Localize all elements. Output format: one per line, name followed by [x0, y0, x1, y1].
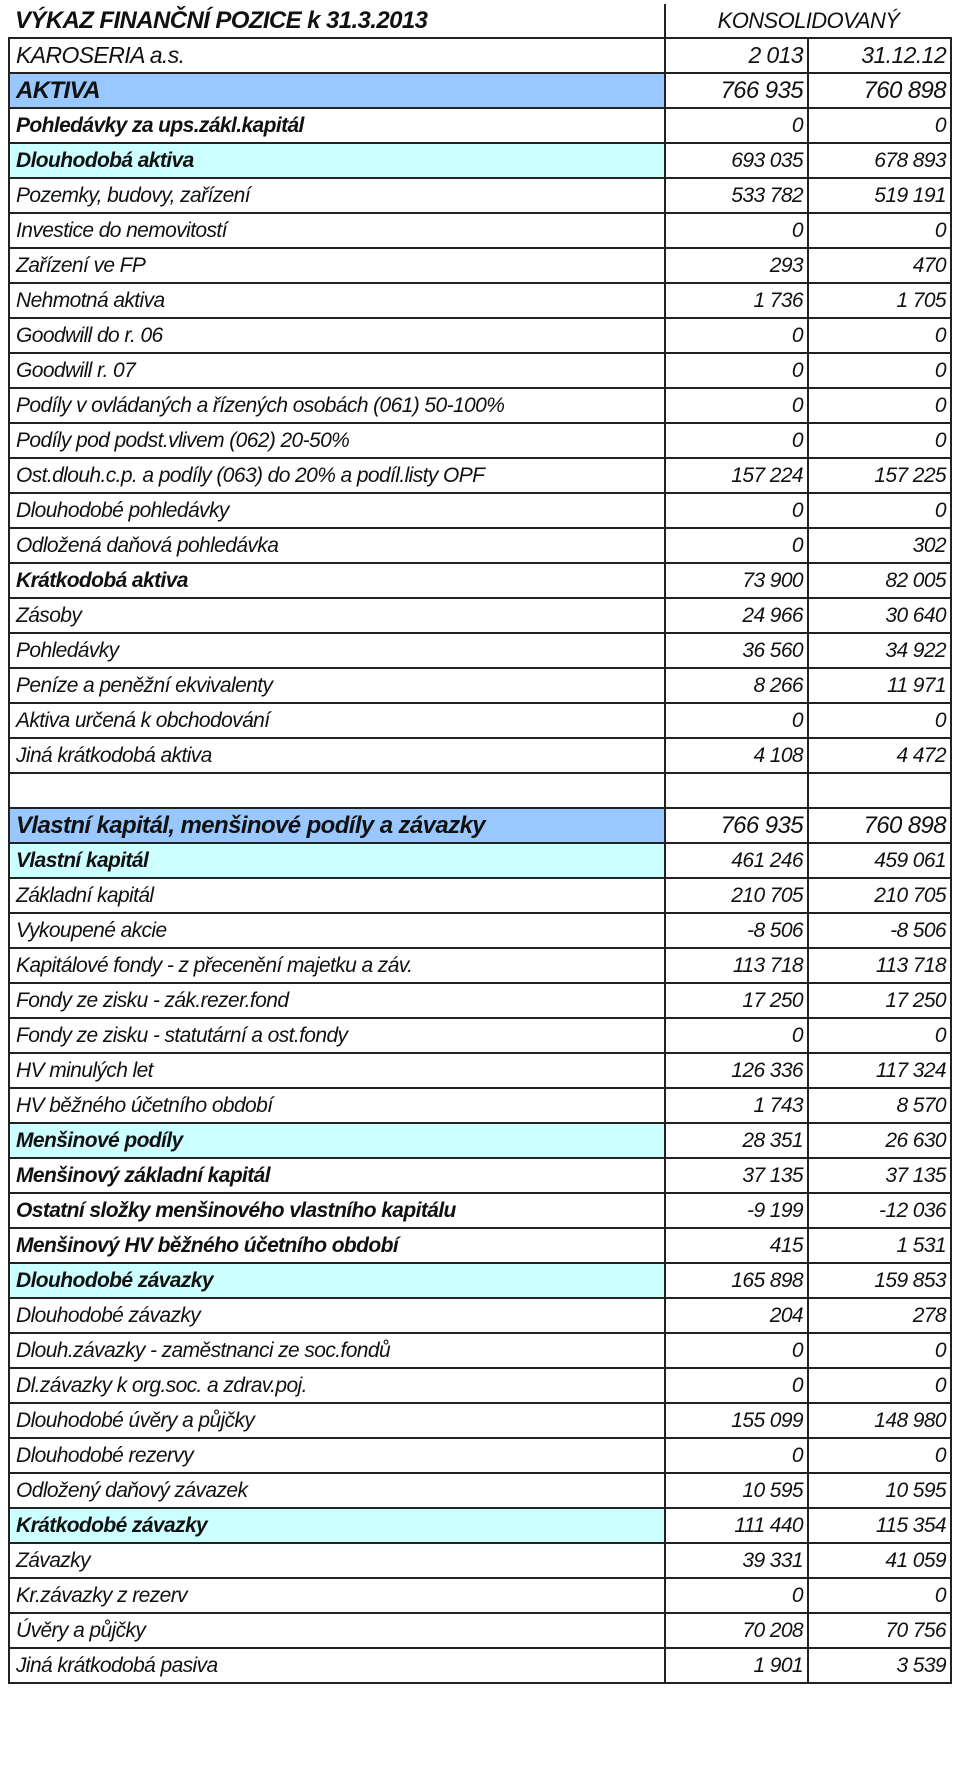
- value-prior: 10 595: [808, 1473, 951, 1508]
- value-current: 210 705: [665, 878, 808, 913]
- row-label: Odložená daňová pohledávka: [9, 528, 665, 563]
- value-current: -8 506: [665, 913, 808, 948]
- value-prior: 82 005: [808, 563, 951, 598]
- table-row: [9, 178, 951, 213]
- value-prior: -12 036: [808, 1193, 951, 1228]
- value-prior: 519 191: [808, 178, 951, 213]
- row-label: Ostatní složky menšinového vlastního kapitálu: [9, 1193, 665, 1228]
- table-row: [9, 248, 951, 283]
- table-row: [9, 353, 951, 388]
- row-label: Aktiva určená k obchodování: [9, 703, 665, 738]
- table-row: [9, 1158, 951, 1193]
- value-current: 157 224: [665, 458, 808, 493]
- row-label: Jiná krátkodobá aktiva: [9, 738, 665, 773]
- table-row: [9, 1298, 951, 1333]
- row-label: Pohledávky: [9, 633, 665, 668]
- value-current: 70 208: [665, 1613, 808, 1648]
- value-prior: 3 539: [808, 1648, 951, 1683]
- row-label: Goodwill r. 07: [9, 353, 665, 388]
- value-prior: 0: [808, 1018, 951, 1053]
- value-current: 0: [665, 318, 808, 353]
- value-prior: 30 640: [808, 598, 951, 633]
- company-row: [9, 38, 951, 73]
- table-row: [9, 878, 951, 913]
- value-prior: 159 853: [808, 1263, 951, 1298]
- row-label: Podíly v ovládaných a řízených osobách (061) 50-100%: [9, 388, 665, 423]
- value-prior: 8 570: [808, 1088, 951, 1123]
- table-row: [9, 283, 951, 318]
- table-row: [9, 843, 951, 878]
- value-current: 766 935: [665, 73, 808, 108]
- value-current: 17 250: [665, 983, 808, 1018]
- financial-position-statement: [8, 4, 950, 1684]
- table-row: [9, 1333, 951, 1368]
- value-prior: 17 250: [808, 983, 951, 1018]
- table-row: [9, 808, 951, 843]
- table-row: [9, 983, 951, 1018]
- title-row: [9, 4, 951, 38]
- value-prior: 70 756: [808, 1613, 951, 1648]
- value-prior: 0: [808, 318, 951, 353]
- row-label: Fondy ze zisku - zák.rezer.fond: [9, 983, 665, 1018]
- value-current: 36 560: [665, 633, 808, 668]
- row-label: Podíly pod podst.vlivem (062) 20-50%: [9, 423, 665, 458]
- value-prior: 278: [808, 1298, 951, 1333]
- value-prior: 4 472: [808, 738, 951, 773]
- table-row: [9, 1508, 951, 1543]
- table-row: [9, 563, 951, 598]
- value-prior: 760 898: [808, 73, 951, 108]
- row-label: [9, 773, 665, 808]
- row-label: Pozemky, budovy, zařízení: [9, 178, 665, 213]
- table-row: [9, 598, 951, 633]
- value-prior: 157 225: [808, 458, 951, 493]
- row-label: Úvěry a půjčky: [9, 1613, 665, 1648]
- row-label: Dlouhodobá aktiva: [9, 143, 665, 178]
- value-prior: 0: [808, 353, 951, 388]
- row-label: Dlouh.závazky - zaměstnanci ze soc.fondů: [9, 1333, 665, 1368]
- row-label: Krátkodobá aktiva: [9, 563, 665, 598]
- value-prior: 470: [808, 248, 951, 283]
- table-row: [9, 913, 951, 948]
- value-current: 39 331: [665, 1543, 808, 1578]
- value-current: 4 108: [665, 738, 808, 773]
- row-label: HV minulých let: [9, 1053, 665, 1088]
- table-row: [9, 1123, 951, 1158]
- column-header-prior: 31.12.12: [808, 38, 951, 73]
- value-current: 113 718: [665, 948, 808, 983]
- table-row: [9, 1088, 951, 1123]
- value-current: 37 135: [665, 1158, 808, 1193]
- row-label: Zařízení ve FP: [9, 248, 665, 283]
- value-prior: 678 893: [808, 143, 951, 178]
- table-row: [9, 1018, 951, 1053]
- value-prior: 302: [808, 528, 951, 563]
- table-row: [9, 73, 951, 108]
- value-current: 0: [665, 1368, 808, 1403]
- row-label: Dlouhodobé rezervy: [9, 1438, 665, 1473]
- table-row: [9, 738, 951, 773]
- table-row: [9, 143, 951, 178]
- table-row: [9, 1368, 951, 1403]
- row-label: Dlouhodobé závazky: [9, 1263, 665, 1298]
- value-current: 28 351: [665, 1123, 808, 1158]
- value-prior: 0: [808, 108, 951, 143]
- value-prior: 459 061: [808, 843, 951, 878]
- row-label: Základní kapitál: [9, 878, 665, 913]
- value-current: 0: [665, 108, 808, 143]
- value-prior: 148 980: [808, 1403, 951, 1438]
- value-current: 0: [665, 353, 808, 388]
- row-label: Goodwill do r. 06: [9, 318, 665, 353]
- value-prior: -8 506: [808, 913, 951, 948]
- row-label: HV běžného účetního období: [9, 1088, 665, 1123]
- value-current: 8 266: [665, 668, 808, 703]
- value-current: 1 743: [665, 1088, 808, 1123]
- table-row: [9, 388, 951, 423]
- value-current: 1 736: [665, 283, 808, 318]
- value-prior: 760 898: [808, 808, 951, 843]
- table-row: [9, 1263, 951, 1298]
- table-row: [9, 1648, 951, 1683]
- value-prior: 0: [808, 388, 951, 423]
- value-current: 0: [665, 388, 808, 423]
- row-label: Investice do nemovitostí: [9, 213, 665, 248]
- value-current: 533 782: [665, 178, 808, 213]
- row-label: Pohledávky za ups.zákl.kapitál: [9, 108, 665, 143]
- value-prior: 41 059: [808, 1543, 951, 1578]
- value-current: 0: [665, 703, 808, 738]
- value-prior: 0: [808, 1438, 951, 1473]
- value-current: 204: [665, 1298, 808, 1333]
- spacer-row: [9, 773, 951, 808]
- value-current: 0: [665, 1438, 808, 1473]
- table-row: [9, 633, 951, 668]
- table-row: [9, 493, 951, 528]
- column-header-current: 2 013: [665, 38, 808, 73]
- row-label: Jiná krátkodobá pasiva: [9, 1648, 665, 1683]
- table-row: [9, 703, 951, 738]
- value-prior: 210 705: [808, 878, 951, 913]
- row-label: Menšinový základní kapitál: [9, 1158, 665, 1193]
- table-row: [9, 423, 951, 458]
- row-label: Kr.závazky z rezerv: [9, 1578, 665, 1613]
- row-label: Kapitálové fondy - z přecenění majetku a záv.: [9, 948, 665, 983]
- value-prior: 0: [808, 1578, 951, 1613]
- table-row: [9, 668, 951, 703]
- row-label: Peníze a peněžní ekvivalenty: [9, 668, 665, 703]
- row-label: Menšinový HV běžného účetního období: [9, 1228, 665, 1263]
- value-prior: 0: [808, 423, 951, 458]
- value-current: 155 099: [665, 1403, 808, 1438]
- value-current: 0: [665, 1578, 808, 1613]
- value-current: 111 440: [665, 1508, 808, 1543]
- value-prior: 0: [808, 703, 951, 738]
- value-current: 0: [665, 1018, 808, 1053]
- row-label: Vykoupené akcie: [9, 913, 665, 948]
- table-row: [9, 1543, 951, 1578]
- row-label: Dlouhodobé pohledávky: [9, 493, 665, 528]
- value-prior: 1 531: [808, 1228, 951, 1263]
- table-row: [9, 1613, 951, 1648]
- table-row: [9, 1403, 951, 1438]
- table-row: [9, 108, 951, 143]
- value-current: 0: [665, 1333, 808, 1368]
- value-prior: 0: [808, 1333, 951, 1368]
- value-current: -9 199: [665, 1193, 808, 1228]
- table-row: [9, 318, 951, 353]
- value-current: 693 035: [665, 143, 808, 178]
- value-current: 0: [665, 528, 808, 563]
- value-prior: 0: [808, 493, 951, 528]
- row-label: Nehmotná aktiva: [9, 283, 665, 318]
- table-row: [9, 213, 951, 248]
- row-label: Krátkodobé závazky: [9, 1508, 665, 1543]
- table-row: [9, 1228, 951, 1263]
- statement-table: [8, 4, 952, 1684]
- value-prior: 1 705: [808, 283, 951, 318]
- value-current: 293: [665, 248, 808, 283]
- table-row: [9, 528, 951, 563]
- value-prior: 117 324: [808, 1053, 951, 1088]
- value-current: 0: [665, 213, 808, 248]
- table-row: [9, 948, 951, 983]
- table-row: [9, 458, 951, 493]
- value-prior: [808, 773, 951, 808]
- row-label: Fondy ze zisku - statutární a ost.fondy: [9, 1018, 665, 1053]
- row-label: Menšinové podíly: [9, 1123, 665, 1158]
- value-prior: 0: [808, 213, 951, 248]
- value-current: [665, 773, 808, 808]
- value-prior: 115 354: [808, 1508, 951, 1543]
- row-label: Dlouhodobé závazky: [9, 1298, 665, 1333]
- table-row: [9, 1438, 951, 1473]
- value-prior: 26 630: [808, 1123, 951, 1158]
- value-current: 24 966: [665, 598, 808, 633]
- statement-title: VÝKAZ FINANČNÍ POZICE k 31.3.2013: [9, 4, 665, 38]
- row-label: Vlastní kapitál, menšinové podíly a závazky: [9, 808, 665, 843]
- row-label: Dlouhodobé úvěry a půjčky: [9, 1403, 665, 1438]
- value-current: 73 900: [665, 563, 808, 598]
- value-prior: 113 718: [808, 948, 951, 983]
- value-current: 415: [665, 1228, 808, 1263]
- value-prior: 11 971: [808, 668, 951, 703]
- value-current: 126 336: [665, 1053, 808, 1088]
- row-label: Dl.závazky k org.soc. a zdrav.poj.: [9, 1368, 665, 1403]
- table-row: [9, 1193, 951, 1228]
- value-current: 766 935: [665, 808, 808, 843]
- value-current: 0: [665, 423, 808, 458]
- value-prior: 37 135: [808, 1158, 951, 1193]
- row-label: Vlastní kapitál: [9, 843, 665, 878]
- value-prior: 34 922: [808, 633, 951, 668]
- value-prior: 0: [808, 1368, 951, 1403]
- row-label: AKTIVA: [9, 73, 665, 108]
- value-current: 461 246: [665, 843, 808, 878]
- value-current: 10 595: [665, 1473, 808, 1508]
- row-label: Ost.dlouh.c.p. a podíly (063) do 20% a podíl.listy OPF: [9, 458, 665, 493]
- row-label: Odložený daňový závazek: [9, 1473, 665, 1508]
- company-name: KAROSERIA a.s.: [9, 38, 665, 73]
- value-current: 165 898: [665, 1263, 808, 1298]
- table-row: [9, 1473, 951, 1508]
- consolidated-label: KONSOLIDOVANÝ: [665, 4, 951, 38]
- table-row: [9, 1578, 951, 1613]
- row-label: Zásoby: [9, 598, 665, 633]
- value-current: 1 901: [665, 1648, 808, 1683]
- table-row: [9, 1053, 951, 1088]
- value-current: 0: [665, 493, 808, 528]
- row-label: Závazky: [9, 1543, 665, 1578]
